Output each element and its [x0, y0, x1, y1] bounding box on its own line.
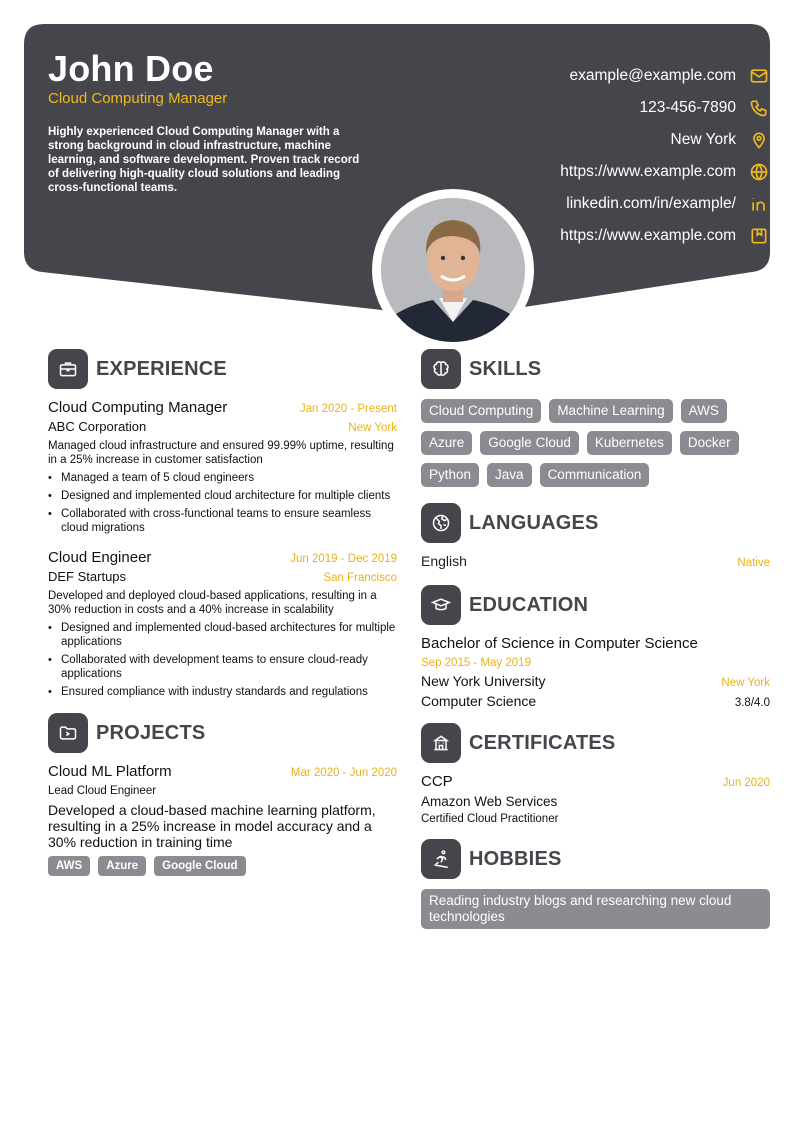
- company-name: ABC Corporation: [48, 419, 147, 434]
- contact-phone[interactable]: [350, 92, 770, 124]
- avatar: [381, 198, 525, 342]
- brain-icon: [421, 349, 461, 389]
- certificate-date: Jun 2020: [722, 777, 770, 789]
- language-entry: [421, 553, 770, 569]
- language-name: English: [421, 553, 467, 569]
- languages-section-header: [421, 503, 770, 543]
- job-bullet: • Designed and implemented cloud-based architectures for multiple applications: [48, 621, 397, 649]
- folder-icon: [48, 713, 88, 753]
- school-name: New York University: [421, 673, 546, 689]
- project-date: Mar 2020 - Jun 2020: [290, 767, 397, 779]
- skill-tag: Java: [487, 463, 532, 487]
- experience-heading: EXPERIENCE: [96, 357, 227, 380]
- contact-location: [350, 124, 770, 156]
- project-role: Lead Cloud Engineer: [48, 785, 157, 797]
- project-tags: [48, 856, 397, 876]
- skills-section-header: [421, 349, 770, 389]
- contact-portfolio-text[interactable]: https://www.example.com: [560, 227, 736, 244]
- profile-name: John Doe: [48, 48, 214, 89]
- contact-phone-text[interactable]: 123-456-7890: [639, 99, 736, 116]
- job-title: Cloud Computing Manager: [48, 399, 228, 416]
- certificate-name: CCP: [421, 773, 453, 790]
- globe-icon: [748, 161, 770, 183]
- skill-tag: Google Cloud: [480, 431, 579, 455]
- hobby-tag: Reading industry blogs and researching new cloud technologies: [421, 889, 770, 929]
- job-date: Jan 2020 - Present: [299, 403, 397, 415]
- job-description: Developed and deployed cloud-based applications, resulting in a 30% reduction in costs and a 40% increase in scalability: [48, 590, 377, 616]
- job-bullet: • Managed a team of 5 cloud engineers: [48, 471, 397, 485]
- left-column: [48, 349, 397, 890]
- education-date: Sep 2015 - May 2019: [421, 657, 531, 669]
- contact-email[interactable]: [350, 60, 770, 92]
- mail-icon: [748, 65, 770, 87]
- job-date: Jun 2019 - Dec 2019: [290, 553, 397, 565]
- school-location: New York: [721, 677, 770, 689]
- language-level: Native: [737, 557, 770, 569]
- skill-tag: Azure: [421, 431, 472, 455]
- degree-name: Bachelor of Science in Computer Science: [421, 635, 698, 652]
- contact-website[interactable]: [350, 156, 770, 188]
- job-bullet: • Collaborated with cross-functional teams to ensure seamless cloud migrations: [48, 507, 397, 535]
- right-column: [421, 349, 770, 929]
- phone-icon: [748, 97, 770, 119]
- language-globe-icon: [421, 503, 461, 543]
- contact-email-text[interactable]: example@example.com: [569, 67, 736, 84]
- skill-tag: Python: [421, 463, 479, 487]
- project-entry: [48, 763, 397, 876]
- experience-entry: [48, 549, 397, 699]
- job-bullet: • Ensured compliance with industry standards and regulations: [48, 685, 397, 699]
- projects-heading: PROJECTS: [96, 721, 206, 744]
- certificate-issuer: Amazon Web Services: [421, 794, 558, 809]
- certificates-section-header: [421, 723, 770, 763]
- certificate-description: Certified Cloud Practitioner: [421, 813, 559, 825]
- experience-entry: [48, 399, 397, 535]
- skill-tag: Cloud Computing: [421, 399, 541, 423]
- skill-tag: Kubernetes: [587, 431, 672, 455]
- skiing-icon: [421, 839, 461, 879]
- skills-heading: SKILLS: [469, 357, 542, 380]
- job-location: San Francisco: [323, 572, 397, 584]
- project-tag: AWS: [48, 856, 90, 876]
- gpa-score: 3.8/4.0: [734, 697, 770, 709]
- certificates-heading: CERTIFICATES: [469, 731, 616, 754]
- linkedin-icon: [748, 193, 770, 215]
- education-section-header: [421, 585, 770, 625]
- experience-section-header: [48, 349, 397, 389]
- contact-location-text: New York: [670, 131, 736, 148]
- skill-tag: Communication: [540, 463, 650, 487]
- project-tag: Google Cloud: [154, 856, 245, 876]
- profile-summary: Highly experienced Cloud Computing Manager with a strong background in cloud infrastructure, machine learning, and software development. Proven track record of delivering high-quality cloud solutions and leading cross-functional teams.: [48, 126, 360, 194]
- project-tag: Azure: [98, 856, 146, 876]
- skill-tag: AWS: [681, 399, 727, 423]
- education-entry: [421, 635, 770, 709]
- bookmark-icon: [748, 225, 770, 247]
- location-pin-icon: [748, 129, 770, 151]
- contact-linkedin-text[interactable]: linkedin.com/in/example/: [566, 195, 736, 212]
- skill-tag: Machine Learning: [549, 399, 672, 423]
- field-of-study: Computer Science: [421, 693, 537, 709]
- avatar-frame: [372, 189, 534, 351]
- certificate-entry: [421, 773, 770, 825]
- skills-list: [421, 399, 770, 487]
- job-location: New York: [348, 422, 397, 434]
- job-bullets: [48, 471, 397, 535]
- graduation-cap-icon: [421, 585, 461, 625]
- job-bullet: • Designed and implemented cloud architecture for multiple clients: [48, 489, 397, 503]
- project-description: Developed a cloud-based machine learning platform, resulting in a 25% increase in model accuracy and a 30% reduction in training time: [48, 802, 376, 850]
- job-bullets: [48, 621, 397, 699]
- job-title: Cloud Engineer: [48, 549, 152, 566]
- project-name: Cloud ML Platform: [48, 763, 172, 780]
- job-bullet: • Collaborated with development teams to ensure cloud-ready applications: [48, 653, 397, 681]
- institution-icon: [421, 723, 461, 763]
- job-description: Managed cloud infrastructure and ensured 99.99% uptime, resulting in a 25% increase in customer satisfaction: [48, 440, 394, 466]
- hobbies-heading: HOBBIES: [469, 847, 562, 870]
- briefcase-icon: [48, 349, 88, 389]
- contact-website-text[interactable]: https://www.example.com: [560, 163, 736, 180]
- skill-tag: Docker: [680, 431, 739, 455]
- profile-title: Cloud Computing Manager: [48, 90, 228, 107]
- hobbies-section-header: [421, 839, 770, 879]
- languages-heading: LANGUAGES: [469, 511, 599, 534]
- projects-section-header: [48, 713, 397, 753]
- education-heading: EDUCATION: [469, 593, 589, 616]
- company-name: DEF Startups: [48, 569, 127, 584]
